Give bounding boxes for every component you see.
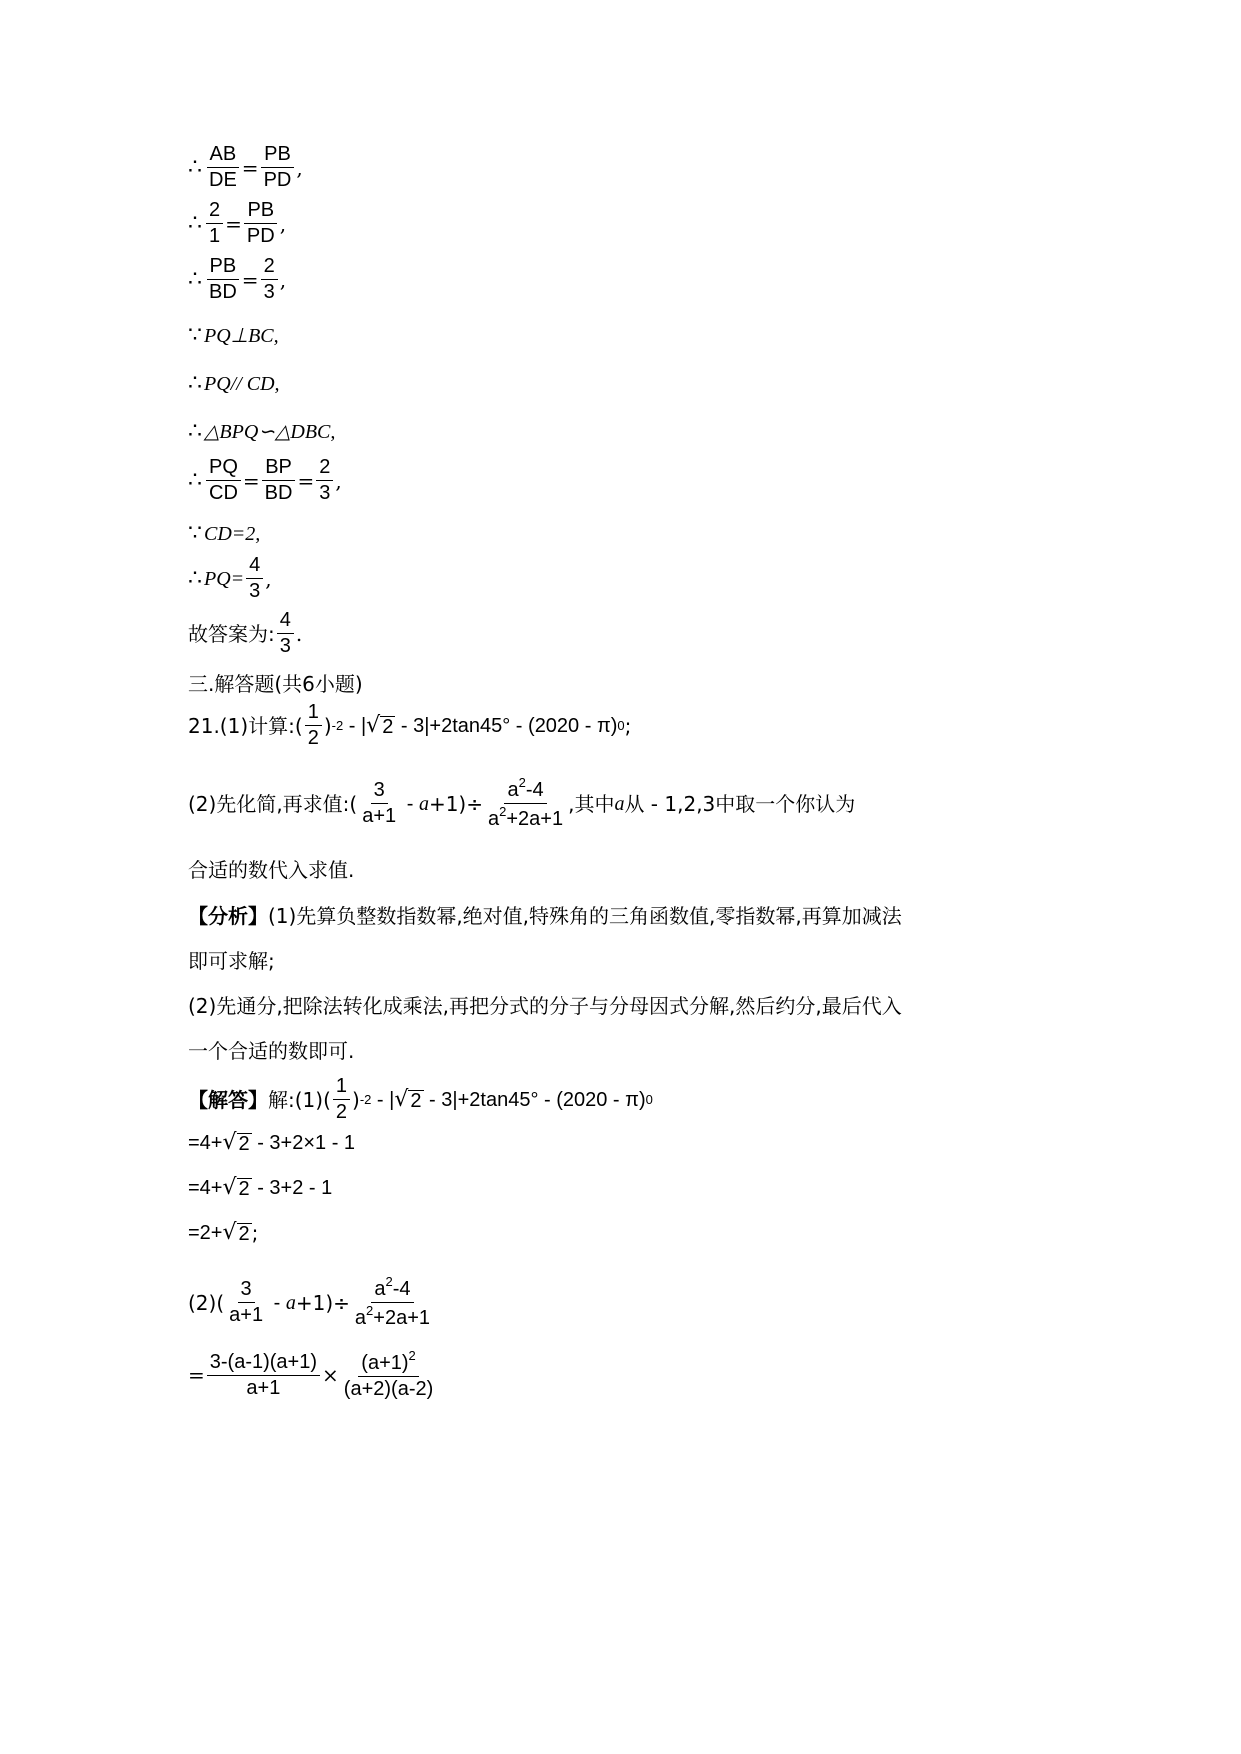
fraction: $\frac{a^2-4}{a^2+2a+1}$ xyxy=(354,1274,430,1329)
question-21-part-2-continued: 合适的数代入求值. xyxy=(188,858,355,882)
fraction: $\frac{PB}{BD}$ xyxy=(206,254,240,305)
fraction: $\frac{1}{2}$ xyxy=(305,700,322,751)
question-21-part-1: 21.(1)计算: ( $\frac{1}{2}$ ) -2 - | √ 2 - 3|+2tan45° - (2020 - π) 0 ; xyxy=(188,701,632,749)
fraction: $\frac{3}{a+1}$ xyxy=(362,779,397,827)
step-6: ∴ △BPQ∽△DBC, xyxy=(188,419,336,444)
answer-line-4: =2+ √ 2 ; xyxy=(188,1220,259,1245)
square-root: √ 2 xyxy=(366,712,394,738)
step-3: ∴ $\frac{PB}{BD}$ = $\frac{2}{3}$ , xyxy=(188,255,287,303)
fraction: $\frac{a^2-4}{a^2+2a+1}$ xyxy=(488,775,564,830)
answer-line-3: =4+ √ 2 - 3+2 - 1 xyxy=(188,1175,333,1200)
answer-line-1: 【解答】 解:(1)( $\frac{1}{2}$ ) -2 - | √ 2 - 3|+2tan45° - (2020 - π) 0 xyxy=(188,1075,653,1123)
step-4: ∵ PQ⊥BC, xyxy=(188,323,279,348)
step-2: ∴ $\frac{2}{1}$ = $\frac{PB}{PD}$ , xyxy=(188,199,287,247)
answer-part-2-line-1: (2)( $\frac{3}{a+1}$ - a +1)÷ $\frac{a^2-4}{a^2+2a+1}$ xyxy=(188,1274,1121,1331)
step-9: ∴ PQ= $\frac{4}{3}$ , xyxy=(188,554,272,602)
step-7: ∴ $\frac{PQ}{CD}$ = $\frac{BP}{BD}$ = $\frac{2}{3}$ , xyxy=(188,456,342,504)
square-root: √ 2 xyxy=(222,1175,250,1200)
step-5: ∴ PQ// CD, xyxy=(188,371,280,396)
answer-part-2-line-2: = $\frac{3-(a-1)(a+1)}{a+1}$ × $\frac{(a+1)^2}{(a+2)(a-2)}$ xyxy=(188,1348,1121,1402)
fraction: $\frac{3}{a+1}$ xyxy=(229,1278,264,1326)
fraction: $\frac{PQ}{CD}$ xyxy=(206,455,241,506)
fraction: $\frac{BP}{BD}$ xyxy=(262,455,296,506)
square-root: √ 2 xyxy=(394,1086,422,1112)
fraction: $\frac{PB}{PD}$ xyxy=(261,142,295,193)
fraction: $\frac{2}{3}$ xyxy=(261,254,278,305)
analysis-line-4: 一个合适的数即可. xyxy=(188,1039,355,1063)
fraction: $\frac{AB}{DE}$ xyxy=(206,142,240,193)
step-8: ∵ CD=2, xyxy=(188,521,261,546)
section-title: 三.解答题(共6小题) xyxy=(188,672,363,696)
square-root: √ 2 xyxy=(222,1130,250,1155)
fraction: $\frac{3-(a-1)(a+1)}{a+1}$ xyxy=(207,1350,320,1401)
fraction: $\frac{4}{3}$ xyxy=(246,553,263,604)
step-1: ∴ $\frac{AB}{DE}$ = $\frac{PB}{PD}$ , xyxy=(188,143,303,191)
fraction: $\frac{2}{3}$ xyxy=(316,455,333,506)
square-root: √ 2 xyxy=(222,1220,250,1245)
fraction: $\frac{PB}{PD}$ xyxy=(244,198,278,249)
analysis-line-3: (2)先通分,把除法转化成乘法,再把分式的分子与分母因式分解,然后约分,最后代入 xyxy=(188,994,902,1018)
analysis-line-2: 即可求解; xyxy=(188,949,275,973)
fraction: $\frac{1}{2}$ xyxy=(333,1074,350,1125)
final-answer-line: 故答案为: $\frac{4}{3}$ . xyxy=(188,609,303,657)
fraction: $\frac{4}{3}$ xyxy=(277,608,294,659)
equals: = xyxy=(241,155,259,180)
therefore-symbol: ∴ xyxy=(188,154,202,180)
fraction: $\frac{(a+1)^2}{(a+2)(a-2)}$ xyxy=(343,1348,434,1400)
question-21-part-2: (2)先化简,再求值:( $\frac{3}{a+1}$ - a +1)÷ $\frac{a^2-4}{a^2+2a+1}$ ,其中 a 从 - 1,2,3中取一个你认为 xyxy=(188,775,856,830)
answer-line-2: =4+ √ 2 - 3+2×1 - 1 xyxy=(188,1130,356,1155)
analysis-line-1: 【分析】 (1)先算负整数指数幂,绝对值,特殊角的三角函数值,零指数幂,再算加减法 xyxy=(188,904,902,928)
fraction: $\frac{2}{1}$ xyxy=(206,198,223,249)
